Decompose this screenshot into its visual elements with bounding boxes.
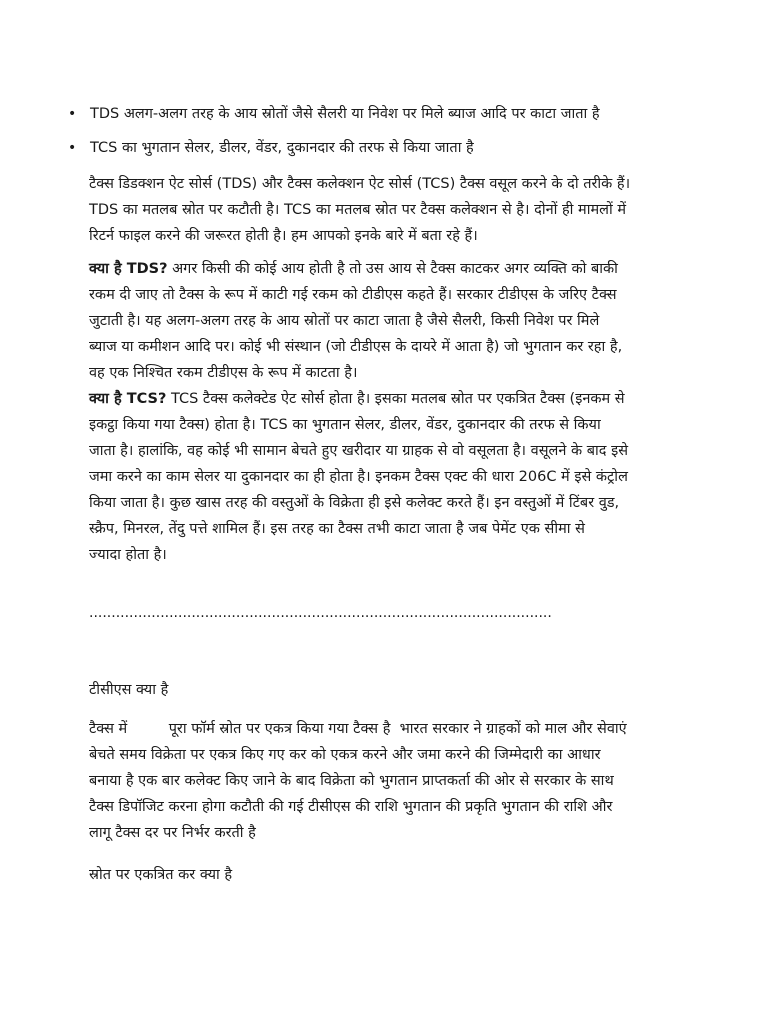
- tds-label: क्या है TDS?: [89, 261, 168, 277]
- section-heading-tcs: टीसीएस क्या है: [89, 682, 169, 698]
- tcs-label: क्या है TCS?: [89, 391, 167, 407]
- bullet-item: • TCS का भुगतान सेलर, डीलर, वेंडर, दुकानदार की तरफ से किया जाता है: [68, 135, 708, 161]
- bullet-dot-icon: •: [68, 140, 77, 156]
- tcs-definition-paragraph: टैक्स में पूरा फॉर्म स्रोत पर एकत्र किया गया टैक्स है भारत सरकार ने ग्राहकों को माल और सेवाएं बेचते समय विक्रेता पर एकत्र किए गए कर को एकत्र करने और जमा करने की जिम्मेदारी का आधार बनाया है एक बार कलेक्ट किए जाने के बाद विक्रेता को भुगतान प्राप्तकर्ता की ओर से सरकार के साथ टैक्स डिपॉजिट करना होगा कटौती की गई टीसीएस की राशि भुगतान की प्रकृति भुगतान की राशि और लागू टैक्स दर पर निर्भर करती है: [89, 721, 627, 841]
- intro-paragraph: टैक्स डिडक्शन ऐट सोर्स (TDS) और टैक्स कलेक्शन ऐट सोर्स (TCS) टैक्स वसूल करने के दो तरीके हैं। TDS का मतलब स्रोत पर कटौती है। TCS का मतलब स्रोत पर टैक्स कलेक्शन से है। दोनों ही मामलों में रिटर्न फाइल करने की जरूरत होती है। हम आपको इनके बारे में बता रहे हैं।: [89, 176, 631, 244]
- tcs-paragraph: क्या है TCS? TCS टैक्स कलेक्टेड ऐट सोर्स होता है। इसका मतलब स्रोत पर एकत्रित टैक्स (इनकम से इकट्ठा किया गया टैक्स) होता है। TCS का भुगतान सेलर, डीलर, वेंडर, दुकानदार की तरफ से किया जाता है। हालांकि, वह कोई भी सामान बेचते हुए खरीदार या ग्राहक से वो वसूलता है। वसूलने के बाद इसे जमा करने का काम सेलर या दुकानदार का ही होता है। इनकम टैक्स एक्ट की धारा 206C में इसे कंट्रोल किया जाता है। कुछ खास तरह की वस्तुओं के विक्रेता ही इसे कलेक्ट करते हैं। इन वस्तुओं में टिंबर वुड, स्क्रैप, मिनरल, तेंदु पत्ते शामिल हैं। इस तरह का टैक्स तभी काटा जाता है जब पेमेंट एक सीमा से ज्यादा होता है।: [89, 391, 628, 563]
- bullet-item: • TDS अलग-अलग तरह के आय स्रोतों जैसे सैलरी या निवेश पर मिले ब्याज आदि पर काटा जाता है: [68, 101, 708, 127]
- section-heading-collected-tax: स्रोत पर एकत्रित कर क्या है: [89, 867, 233, 883]
- bullet-dot-icon: •: [68, 106, 77, 122]
- tds-paragraph: क्या है TDS? अगर किसी की कोई आय होती है तो उस आय से टैक्स काटकर अगर व्यक्ति को बाकी रकम दी जाए तो टैक्स के रूप में काटी गई रकम को टीडीएस कहते हैं। सरकार टीडीएस के जरिए टैक्स जुटाती है। यह अलग-अलग तरह के आय स्रोतों पर काटा जाता है जैसे सैलरी, किसी निवेश पर मिले ब्याज या कमीशन आदि पर। कोई भी संस्थान (जो टीडीएस के दायरे में आता है) जो भुगतान कर रहा है, वह एक निश्चित रकम टीडीएस के रूप में काटता है।: [89, 261, 623, 381]
- dotted-separator: ........................................................................................................: [89, 605, 552, 621]
- bullet-list: [68, 101, 708, 169]
